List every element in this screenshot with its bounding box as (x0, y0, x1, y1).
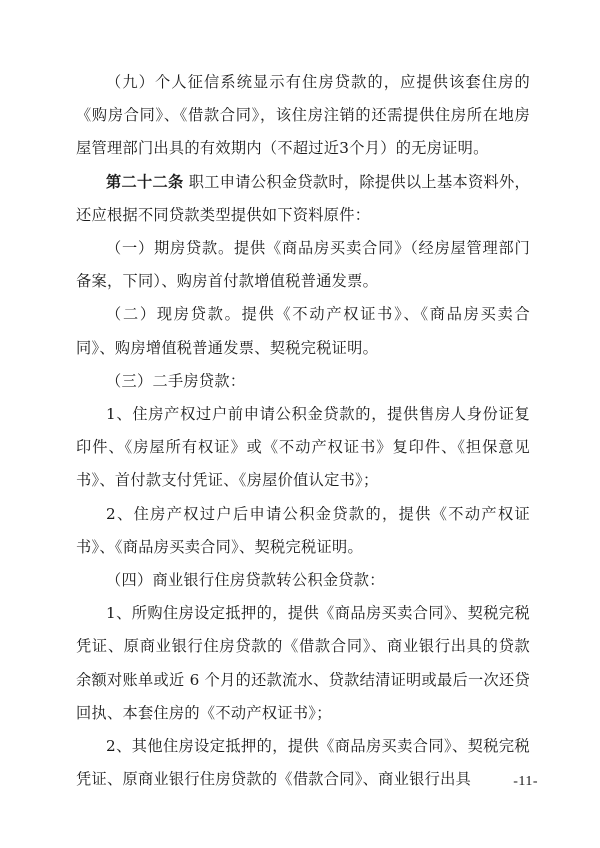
page-number: -11- (513, 774, 538, 789)
paragraph-item-3-2 (76, 498, 530, 564)
paragraph-text: 2、其他住房设定抵押的，提供《商品房买卖合同》、契税完税凭证、原商业银行住房贷款的《借款合同》、商业银行出具 (76, 737, 530, 789)
paragraph-text: （一）期房贷款。提供《商品房买卖合同》（经房屋管理部门备案，下同）、购房首付款增值税普通发票。 (76, 239, 530, 291)
article-title: 第二十二条 (106, 172, 184, 191)
paragraph-item-3-1 (76, 398, 530, 498)
article-22-paragraph (76, 166, 530, 232)
paragraph-text: 职工申请公积金贷款时，除提供以上基本资料外，还应根据不同贷款类型提供如下资料原件： (76, 172, 531, 224)
document-body (76, 66, 530, 796)
paragraph-text: （三）二手房贷款： (106, 371, 246, 390)
paragraph-item-1 (76, 232, 530, 298)
paragraph-text: （四）商业银行住房贷款转公积金贷款： (106, 571, 385, 590)
paragraph-text: 1、所购住房设定抵押的，提供《商品房买卖合同》、契税完税凭证、原商业银行住房贷款的《借款合同》、商业银行出具的贷款余额对账单或近 6 个月的还款流水、贷款结清证明或最后一次还贷回执、本套住房的《不动产权证书》； (76, 604, 530, 722)
paragraph-item-3 (76, 365, 530, 398)
paragraph-text: 2、住房产权过户后申请公积金贷款的，提供《不动产权证书》、《商品房买卖合同》、契税完税证明。 (76, 504, 530, 556)
paragraph-text: （九）个人征信系统显示有住房贷款的，应提供该套住房的《购房合同》、《借款合同》，该住房注销的还需提供住房所在地房屋管理部门出具的有效期内（不超过近3个月）的无房证明。 (76, 73, 530, 158)
paragraph-item-4-2 (76, 730, 530, 796)
paragraph-item-4-1 (76, 597, 530, 730)
paragraph-text: 1、住房产权过户前申请公积金贷款的，提供售房人身份证复印件、《房屋所有权证》或《不动产权证书》复印件、《担保意见书》、首付款支付凭证、《房屋价值认定书》； (76, 405, 530, 490)
paragraph-item-9 (76, 66, 530, 166)
paragraph-text: （二）现房贷款。提供《不动产权证书》、《商品房买卖合同》、购房增值税普通发票、契税完税证明。 (76, 305, 530, 357)
paragraph-item-4 (76, 564, 530, 597)
paragraph-item-2 (76, 298, 530, 364)
